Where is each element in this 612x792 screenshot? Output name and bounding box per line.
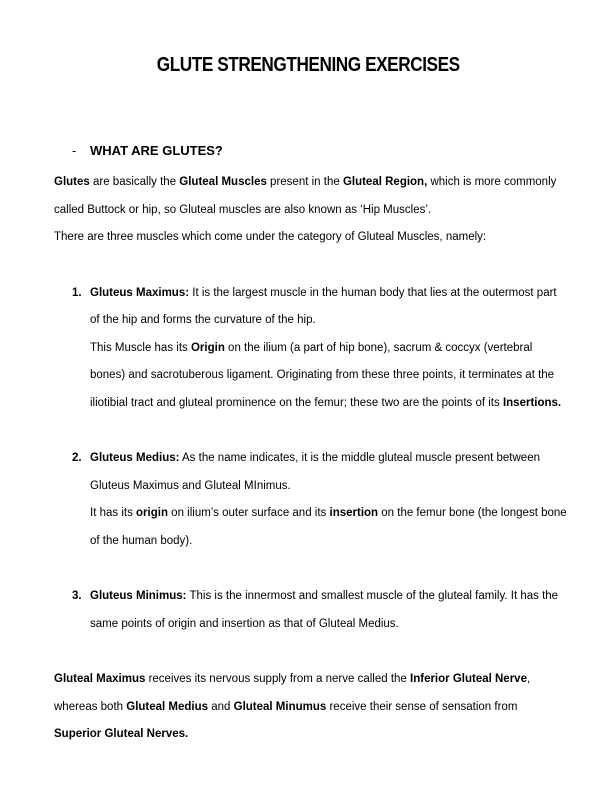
nerves-line-2 — [54, 700, 517, 714]
intro-text: which is more commonly — [427, 176, 557, 188]
intro-text: present in the — [266, 176, 343, 188]
term-gluteal-minumus: Gluteal Minumus — [233, 701, 327, 713]
term-gluteal-muscles: Gluteal Muscles — [179, 176, 267, 188]
nerves-text: , — [526, 673, 531, 685]
muscle-desc: This Muscle has its — [90, 342, 191, 354]
muscle-2-line-3 — [90, 506, 567, 520]
muscle-desc: on ilium’s outer surface and its — [167, 507, 330, 519]
list-number: 3. — [72, 590, 82, 602]
muscle-3-line-2: same points of origin and insertion as that of Gluteal Medius. — [90, 618, 399, 630]
intro-line-1 — [54, 175, 556, 189]
muscle-desc: It has its — [90, 507, 137, 519]
intro-line-3: There are three muscles which come under the category of Gluteal Muscles, namely: — [54, 231, 487, 243]
term-insertion: insertion — [329, 507, 379, 519]
muscle-3-line-1 — [72, 589, 558, 603]
term-superior-gluteal-nerves: Superior Gluteal Nerves. — [54, 728, 189, 740]
document-title: GLUTE STRENGTHENING EXERCISES — [156, 54, 460, 76]
nerves-line-1 — [54, 672, 530, 686]
muscle-2-line-4: of the human body). — [90, 535, 193, 547]
muscle-1-line-3 — [90, 341, 532, 355]
nerves-line-3 — [54, 727, 188, 741]
muscle-desc: This is the innermost and smallest muscle of the gluteal family. It has the — [186, 590, 559, 602]
muscle-2-line-1 — [72, 451, 540, 465]
heading-dash: - — [72, 143, 77, 158]
intro-text: are basically the — [89, 176, 180, 188]
muscle-1-line-4: bones) and sacrotuberous ligament. Originating from these three points, it terminates at the — [90, 369, 555, 381]
muscle-desc: As the name indicates, it is the middle gluteal muscle present between — [179, 452, 540, 464]
muscle-name: Gluteus Maximus: — [90, 287, 190, 299]
nerves-text: receive their sense of sensation from — [326, 701, 518, 713]
nerves-text: whereas both — [54, 701, 127, 713]
section-heading — [72, 143, 223, 158]
muscle-name: Gluteus Medius: — [90, 452, 180, 464]
term-inferior-gluteal-nerve: Inferior Gluteal Nerve — [410, 673, 527, 685]
term-glutes: Glutes — [54, 176, 90, 188]
term-gluteal-region: Gluteal Region, — [342, 176, 428, 188]
muscle-1-line-2: of the hip and forms the curvature of the hip. — [90, 314, 316, 326]
muscle-desc: iliotibial tract and gluteal prominence on the femur; these two are the points of its — [90, 397, 503, 409]
muscle-desc: It is the largest muscle in the human body that lies at the outermost part — [189, 287, 557, 299]
muscle-1-line-5 — [90, 396, 561, 410]
muscle-desc: on the ilium (a part of hip bone), sacrum & coccyx (vertebral — [224, 342, 533, 354]
muscle-1-line-1 — [72, 286, 557, 300]
heading-text: WHAT ARE GLUTES? — [90, 143, 223, 158]
intro-line-2: called Buttock or hip, so Gluteal muscles are also known as ‘Hip Muscles’. — [54, 204, 432, 216]
term-insertions: Insertions. — [502, 397, 562, 409]
term-gluteal-maximus: Gluteal Maximus — [54, 673, 146, 685]
term-origin: Origin — [190, 342, 225, 354]
term-origin: origin — [136, 507, 168, 519]
muscle-name: Gluteus Minimus: — [90, 590, 187, 602]
muscle-desc: on the femur bone (the longest bone — [378, 507, 567, 519]
list-number: 1. — [72, 287, 82, 299]
list-number: 2. — [72, 452, 82, 464]
term-gluteal-medius: Gluteal Medius — [126, 701, 209, 713]
muscle-2-line-2: Gluteus Maximus and Gluteal MInimus. — [90, 480, 291, 492]
nerves-text: receives its nervous supply from a nerve called the — [145, 673, 411, 685]
nerves-text: and — [208, 701, 234, 713]
